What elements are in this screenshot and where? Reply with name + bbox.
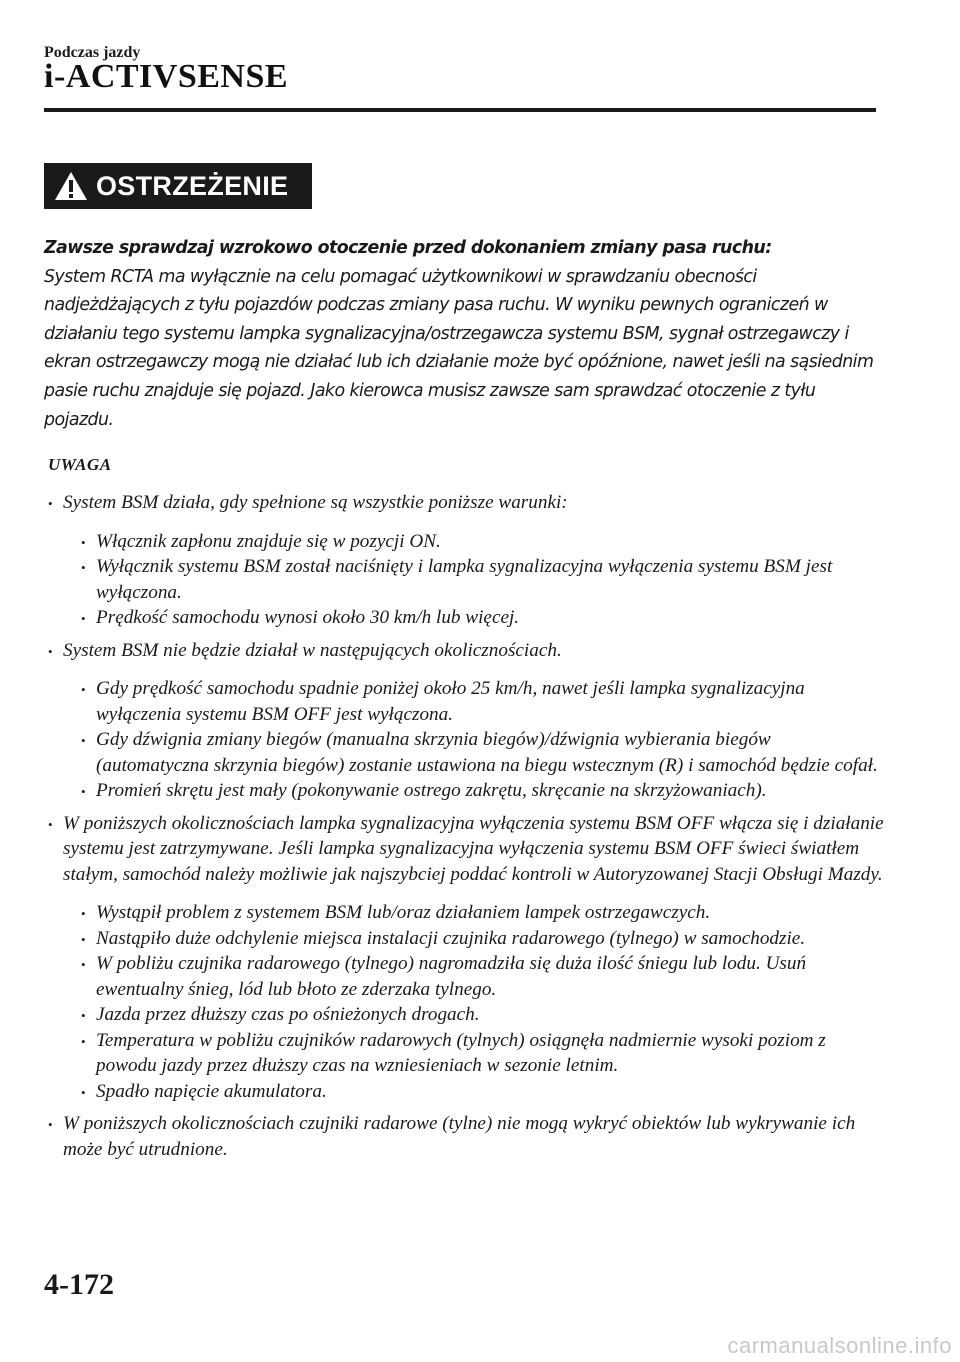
list-subitem: • Wyłącznik systemu BSM został naciśnięty i lampka sygnalizacyjna wyłączenia systemu BSM jest wyłączona. xyxy=(63,554,888,605)
warning-triangle-icon xyxy=(54,171,88,201)
warning-body xyxy=(44,234,884,434)
list-subitem: • W pobliżu czujnika radarowego (tylnego) nagromadziła się duża ilość śniegu lub lodu. Usuń ewentualny śnieg, lód lub błoto ze zderzaka tylnego. xyxy=(63,951,888,1002)
list-subitem: • Spadło napięcie akumulatora. xyxy=(63,1079,888,1105)
list-subitem: • Jazda przez dłuższy czas po ośnieżonych drogach. xyxy=(63,1002,888,1028)
list-subitem: • Gdy prędkość samochodu spadnie poniżej około 25 km/h, nawet jeśli lampka sygnalizacyjna wyłączenia systemu BSM OFF jest wyłączona. xyxy=(63,676,888,727)
list-subitem: • Nastąpiło duże odchylenie miejsca instalacji czujnika radarowego (tylnego) w samochodzie. xyxy=(63,926,888,952)
list-item xyxy=(48,1111,888,1162)
section-title: i-ACTIVSENSE xyxy=(44,58,289,95)
title-rule xyxy=(44,108,876,112)
list-item xyxy=(48,811,888,1105)
page-number: 4-172 xyxy=(44,1268,114,1301)
section-label: Podczas jazdy xyxy=(44,44,141,61)
list-item xyxy=(48,490,888,631)
list-subitem: • Włącznik zapłonu znajduje się w pozycji ON. xyxy=(63,529,888,555)
notes-list xyxy=(48,490,888,1162)
note-label: UWAGA xyxy=(48,455,112,474)
warning-banner xyxy=(44,163,312,209)
list-item-text: System BSM nie będzie działał w następujących okolicznościach. xyxy=(63,639,562,661)
warning-lead: Zawsze sprawdzaj wzrokowo otoczenie przed dokonaniem zmiany pasa ruchu: xyxy=(44,238,772,258)
list-item-text: W poniższych okolicznościach lampka sygnalizacyjna wyłączenia systemu BSM OFF włącza się i działanie systemu jest zatrzymywane. Jeśli lampka sygnalizacyjna wyłączenia systemu BSM OFF świeci światłem stałym, samochód należy możliwie jak najszybciej poddać kontroli w Autoryzowanej Stacji Obsługi Mazdy. xyxy=(63,812,884,885)
warning-label: OSTRZEŻENIE xyxy=(96,170,289,201)
list-subitem: • Wystąpił problem z systemem BSM lub/oraz działaniem lampek ostrzegawczych. xyxy=(63,900,888,926)
list-subitem: • Promień skrętu jest mały (pokonywanie ostrego zakrętu, skręcanie na skrzyżowaniach). xyxy=(63,778,888,804)
list-subitem: • Gdy dźwignia zmiany biegów (manualna skrzynia biegów)/dźwignia wybierania biegów (automatyczna skrzynia biegów) zostanie ustawiona na biegu wstecznym (R) i samochód będzie cofał. xyxy=(63,727,888,778)
list-item-text: W poniższych okolicznościach czujniki radarowe (tylne) nie mogą wykryć obiektów lub wykrywanie ich może być utrudnione. xyxy=(63,1113,856,1160)
list-item xyxy=(48,638,888,804)
watermark: carmanualsonline.info xyxy=(727,1333,952,1358)
list-subitem: • Temperatura w pobliżu czujników radarowych (tylnych) osiągnęła nadmiernie wysoki poziom z powodu jazdy przez dłuższy czas na wzniesieniach w sezonie letnim. xyxy=(63,1028,888,1079)
warning-text: System RCTA ma wyłącznie na celu pomagać użytkownikowi w sprawdzaniu obecności nadjeżdżających z tyłu pojazdów podczas zmiany pasa ruchu. W wyniku pewnych ograniczeń w działaniu tego systemu lampka sygnalizacyjna/ostrzegawcza systemu BSM, sygnał ostrzegawczy i ekran ostrzegawczy mogą nie działać lub ich działanie może być opóźnione, nawet jeśli na sąsiednim pasie ruchu znajduje się pojazd. Jako kierowca musisz zawsze sam sprawdzać otoczenie z tyłu pojazdu. xyxy=(44,266,874,430)
list-item-text: System BSM działa, gdy spełnione są wszystkie poniższe warunki: xyxy=(63,492,568,513)
list-subitem: • Prędkość samochodu wynosi około 30 km/h lub więcej. xyxy=(63,605,888,631)
